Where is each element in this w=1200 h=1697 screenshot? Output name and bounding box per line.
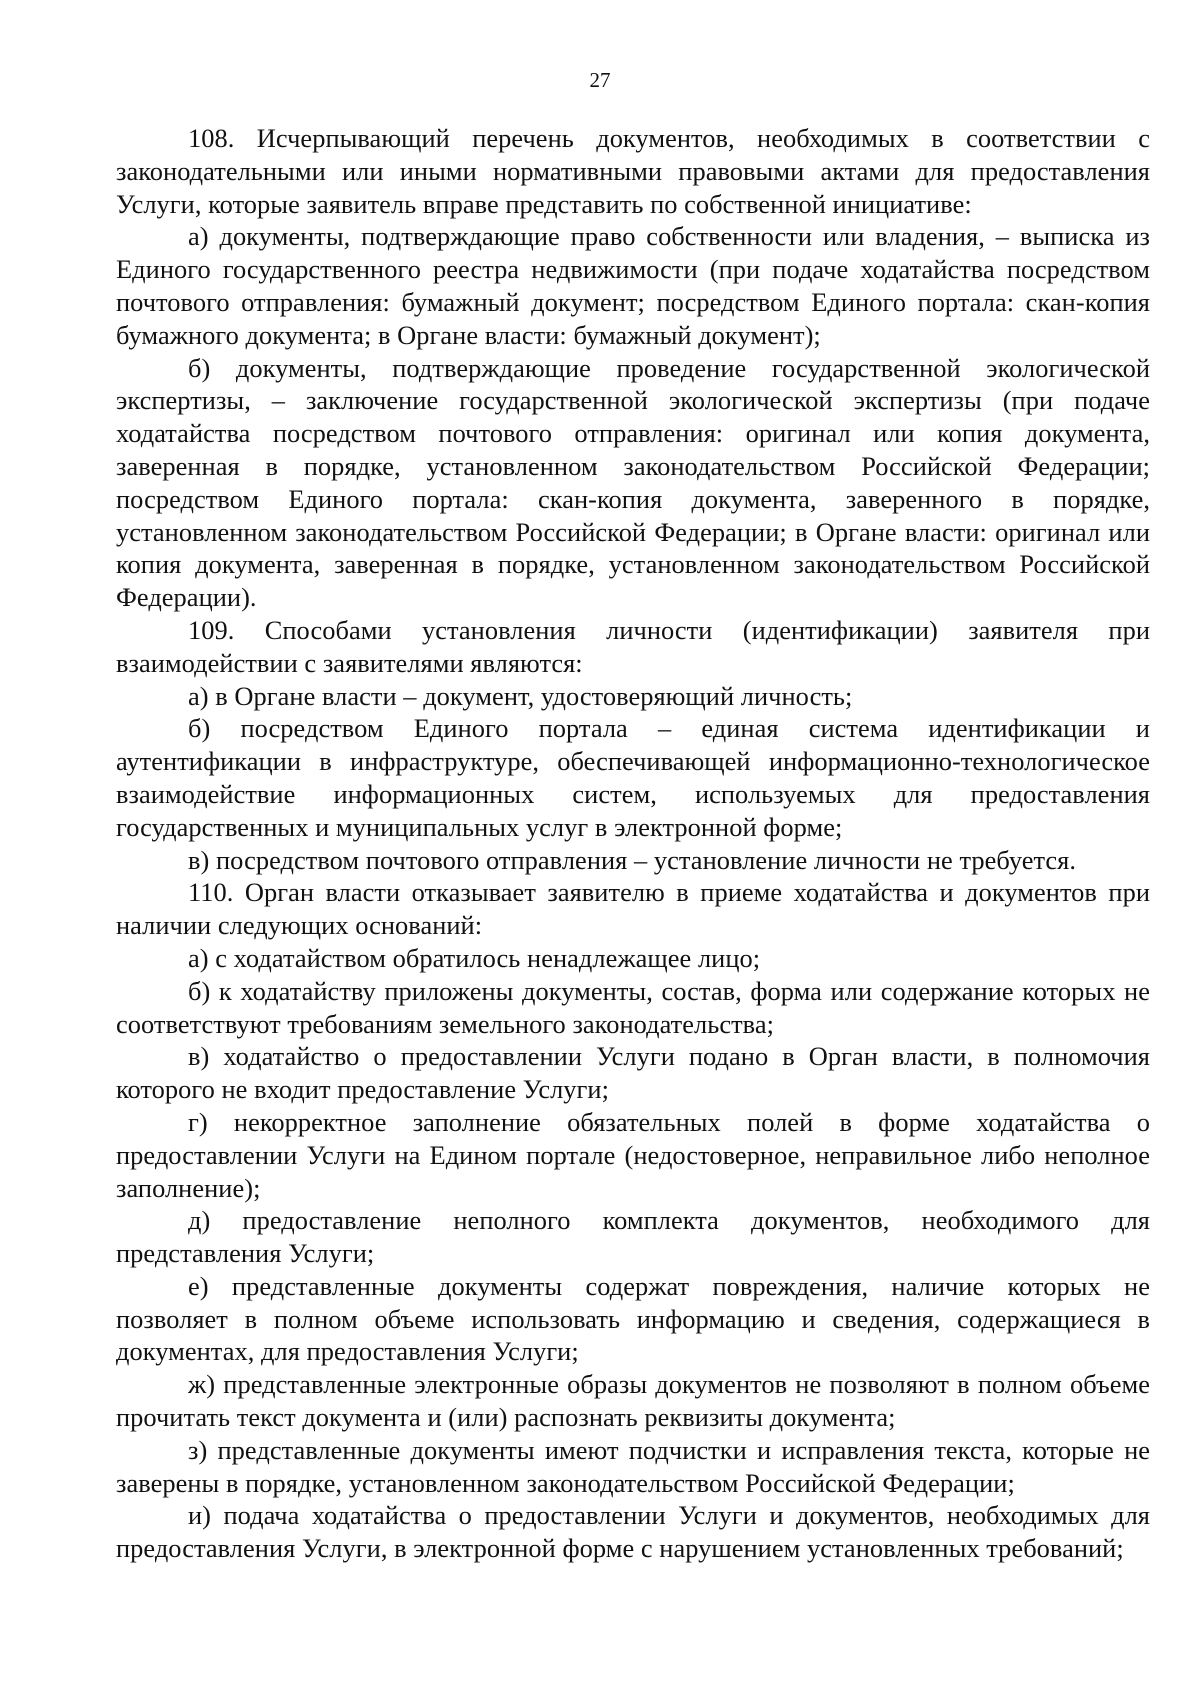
page-number: 27 [589,68,611,92]
paragraph-109: 109. Способами установления личности (идентификации) заявителя при взаимодействии с заявителями являются: [116,614,1150,678]
paragraph-108-b: б) документы, подтверждающие проведение государственной экологической экспертизы, – заключение государственной экологической экспертизы (при подаче ходатайства посредством почтового отправления: оригинал или копия документа, заверенная в порядке, установленном законодательством Российской Федерации; посредством Единого портала: скан-копия документа, заверенного в порядке, установленном законодательством Российской Федерации; в Органе власти: оригинал или копия документа, заверенная в порядке, установленном законодательством Российской Федерации). [116,352,1150,613]
paragraph-110-zh: ж) представленные электронные образы документов не позволяют в полном объеме прочитать текст документа и (или) распознать реквизиты документа; [116,1369,1150,1433]
document-body [116,122,1150,1565]
paragraph-110-i: и) подача ходатайства о предоставлении Услуги и документов, необходимых для предоставления Услуги, в электронной форме с нарушением установленных требований; [116,1500,1150,1564]
paragraph-110: 110. Орган власти отказывает заявителю в приеме ходатайства и документов при наличии следующих оснований: [116,877,1150,941]
paragraph-110-b: б) к ходатайству приложены документы, состав, форма или содержание которых не соответствуют требованиям земельного законодательства; [116,975,1150,1039]
paragraph-110-a: а) с ходатайством обратилось ненадлежащее лицо; [188,942,761,973]
paragraph-110-d: д) предоставление неполного комплекта документов, необходимого для представления Услуги; [116,1205,1150,1269]
paragraph-109-b: б) посредством Единого портала – единая система идентификации и аутентификации в инфраструктуре, обеспечивающей информационно-технологическое взаимодействие информационных систем, используемых для предоставления государственных и муниципальных услуг в электронной форме; [116,713,1150,842]
paragraph-110-v: в) ходатайство о предоставлении Услуги подано в Орган власти, в полномочия которого не входит предоставление Услуги; [116,1041,1150,1105]
paragraph-110-e: е) представленные документы содержат повреждения, наличие которых не позволяет в полном объеме использовать информацию и сведения, содержащиеся в документах, для предоставления Услуги; [116,1270,1150,1367]
paragraph-109-v: в) посредством почтового отправления – установление личности не требуется. [188,844,1076,875]
paragraph-108: 108. Исчерпывающий перечень документов, необходимых в соответствии с законодательными или иными нормативными правовыми актами для предоставления Услуги, которые заявитель вправе представить по собственной инициативе: [116,123,1150,219]
paragraph-108-a: а) документы, подтверждающие право собственности или владения, – выписка из Единого государственного реестра недвижимости (при подаче ходатайства посредством почтового отправления: бумажный документ; посредством Единого портала: скан-копия бумажного документа; в Органе власти: бумажный документ); [116,221,1150,350]
paragraph-110-z: з) представленные документы имеют подчистки и исправления текста, которые не заверены в порядке, установленном законодательством Российской Федерации; [116,1434,1150,1498]
paragraph-109-a: а) в Органе власти – документ, удостоверяющий личность; [188,680,853,711]
paragraph-110-g: г) некорректное заполнение обязательных полей в форме ходатайства о предоставлении Услуги на Едином портале (недостоверное, неправильное либо неполное заполнение); [116,1106,1150,1203]
